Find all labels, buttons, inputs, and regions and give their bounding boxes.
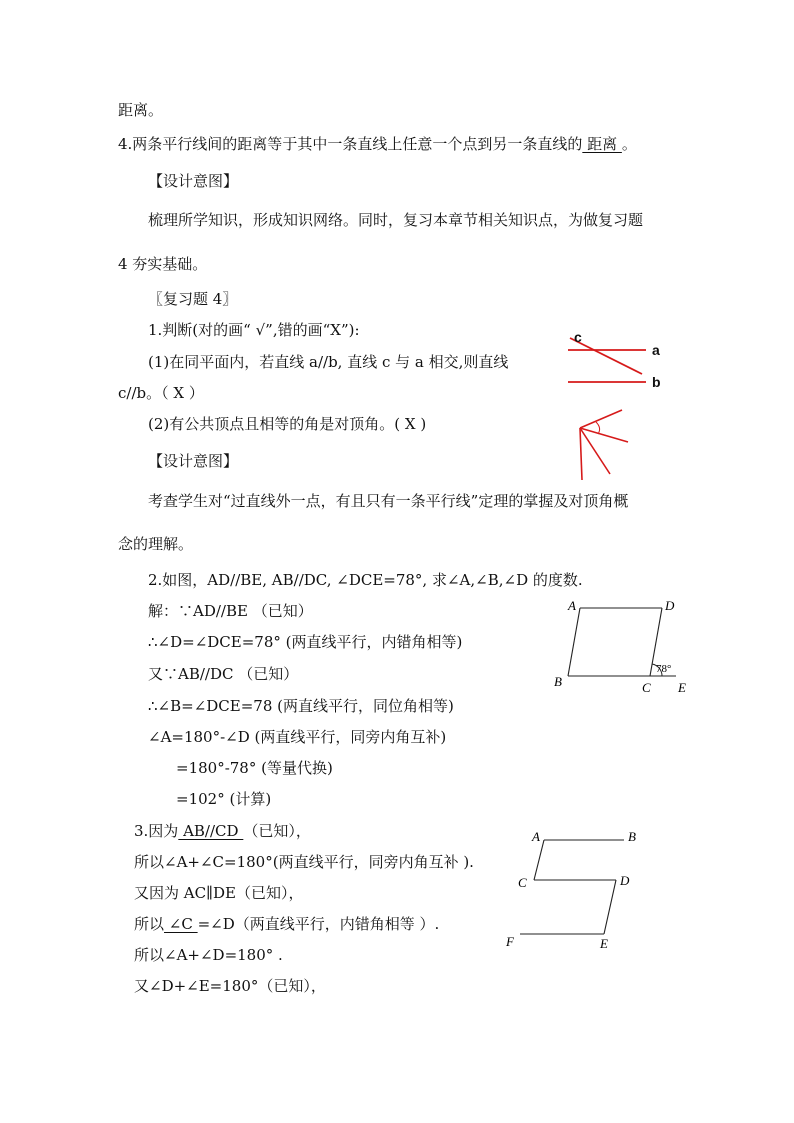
solution-step: 又∠D+∠E=180°（已知）， xyxy=(134,977,326,995)
text-segment: 。 xyxy=(621,135,637,153)
text-line: c//b。（ X ） xyxy=(118,384,204,402)
fill-blank: 距离 xyxy=(582,135,622,153)
text-line: (2)有公共顶点且相等的角是对顶角。( X ) xyxy=(148,415,427,433)
section-heading: 〖复习题 4〗 xyxy=(148,290,238,308)
text-line xyxy=(118,134,637,154)
text-line: 梳理所学知识，形成知识网络。同时，复习本章节相关知识点，为做复习题 xyxy=(148,211,644,229)
question: 2.如图，AD//BE, AB//DC, ∠DCE=78°, 求∠A,∠B,∠D 的度数. xyxy=(148,571,583,589)
label-D: D xyxy=(620,873,630,888)
solution-step: 所以∠A+∠C=180°(两直线平行，同旁内角互补 ). xyxy=(134,853,474,871)
text-line: 距离。 xyxy=(118,101,164,119)
solution-step: 又∵AB//DC （已知） xyxy=(148,665,299,683)
text-line: 念的理解。 xyxy=(118,535,194,553)
ray xyxy=(580,410,622,428)
label-B: B xyxy=(628,829,636,844)
fill-blank: AB//CD xyxy=(178,822,244,840)
text-line: 考查学生对“过直线外一点，有且只有一条平行线”定理的掌握及对顶角概 xyxy=(148,492,629,510)
solution-step: 所以∠A+∠D=180° . xyxy=(134,946,283,964)
question xyxy=(134,821,311,841)
text-segment: 4.两条平行线间的距离等于其中一条直线上任意一个点到另一条直线的 xyxy=(118,135,583,153)
text-line: 4 夯实基础。 xyxy=(118,255,208,273)
segment-DE xyxy=(604,880,616,934)
text-segment: 3.因为 xyxy=(134,822,179,840)
section-heading: 【设计意图】 xyxy=(148,452,239,470)
text-segment: =∠D（两直线平行，内错角相等 ）. xyxy=(197,915,440,933)
solution-step: =102° (计算) xyxy=(176,790,272,808)
text-segment: （已知）， xyxy=(243,822,311,840)
solution-step: =180°-78° (等量代换) xyxy=(176,759,333,777)
label-F: F xyxy=(506,934,514,949)
solution-step: ∴∠B=∠DCE=78 (两直线平行，同位角相等) xyxy=(148,697,454,715)
label-c: c xyxy=(574,329,582,345)
solution-step: ∠A=180°-∠D (两直线平行，同旁内角互补) xyxy=(148,728,447,746)
parallelogram-figure xyxy=(550,596,700,696)
label-E: E xyxy=(600,936,608,951)
ray xyxy=(580,428,582,480)
solution-step: 解：∵AD//BE （已知） xyxy=(148,602,313,620)
solution-step xyxy=(134,914,439,934)
text-line: (1)在同平面内，若直线 a//b, 直线 c 与 a 相交,则直线 xyxy=(148,353,509,371)
parallel-lines-figure xyxy=(560,326,670,394)
question: 1.判断(对的画“ √”,错的画“X”): xyxy=(148,321,360,339)
section-heading: 【设计意图】 xyxy=(148,172,239,190)
label-b: b xyxy=(652,374,661,390)
label-A: A xyxy=(532,829,540,844)
label-C: C xyxy=(518,875,527,890)
label-B: B xyxy=(554,674,562,689)
segment-AC xyxy=(534,840,544,880)
solution-step: 又因为 AC∥DE（已知）， xyxy=(134,884,304,902)
angle-label: 78° xyxy=(656,663,672,675)
label-C: C xyxy=(642,680,651,695)
common-vertex-angles-figure xyxy=(566,404,636,482)
text-segment: 所以 xyxy=(134,915,165,933)
label-D: D xyxy=(665,598,675,613)
label-a: a xyxy=(652,342,660,358)
segment-AB xyxy=(568,608,580,676)
zigzag-figure xyxy=(500,824,650,954)
fill-blank: ∠C xyxy=(164,915,198,933)
label-A: A xyxy=(568,598,576,613)
solution-step: ∴∠D=∠DCE=78° (两直线平行，内错角相等) xyxy=(148,633,463,651)
label-E: E xyxy=(678,680,686,695)
